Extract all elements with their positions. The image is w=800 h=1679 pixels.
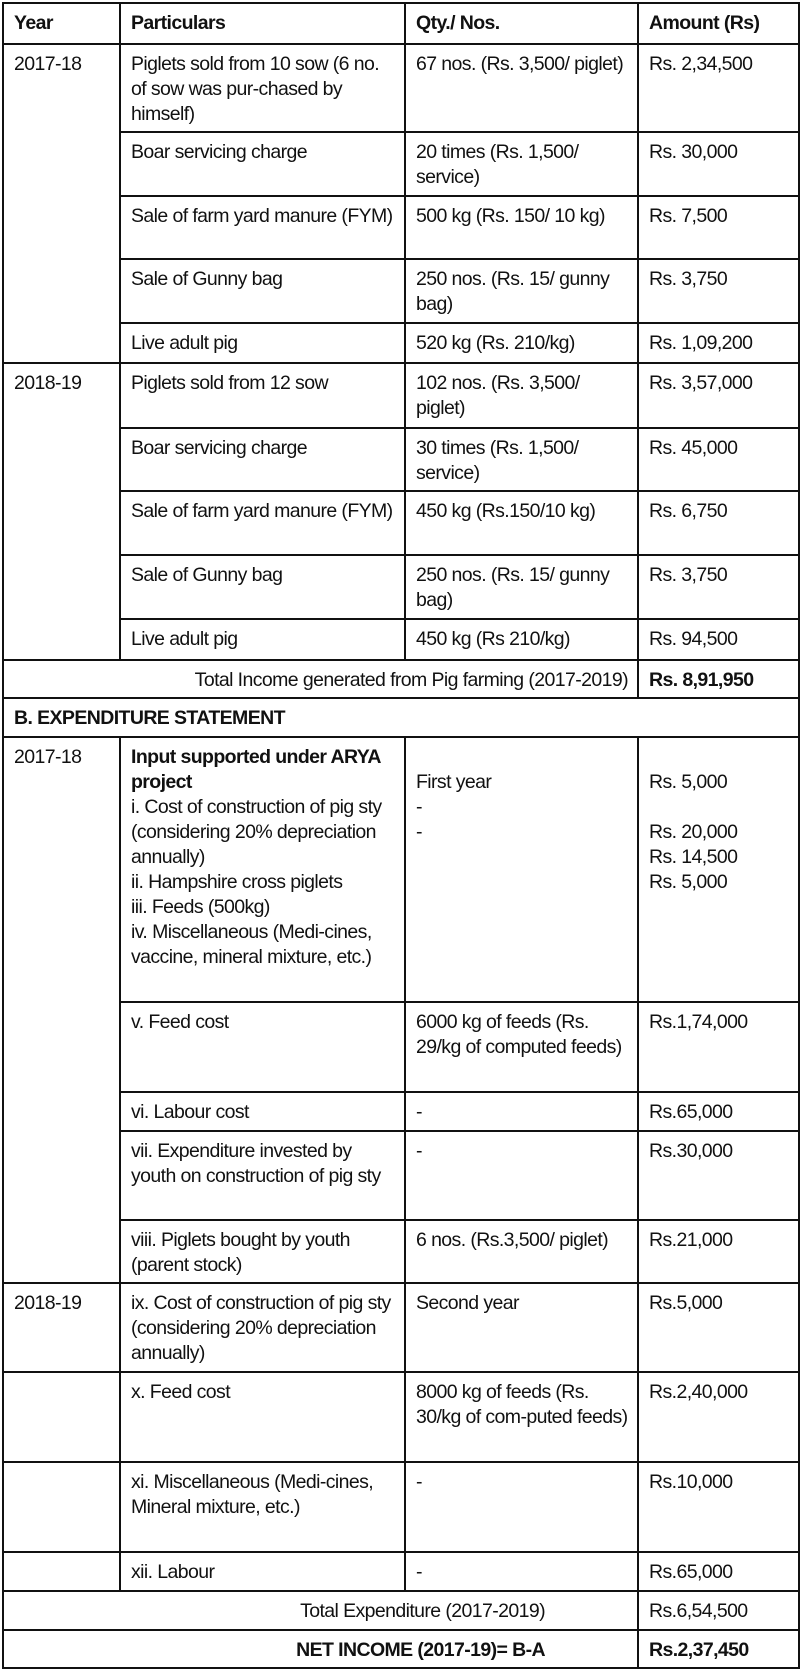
arya-qty-line: - (416, 796, 422, 818)
qty-cell: 450 kg (Rs.150/10 kg) (405, 491, 638, 555)
qty-cell: 520 kg (Rs. 210/kg) (405, 323, 638, 363)
amount-cell: Rs.5,000 (638, 1283, 799, 1372)
qty-cell: 102 nos. (Rs. 3,500/ piglet) (405, 363, 638, 428)
table-row (3, 259, 799, 323)
table-row (3, 1552, 799, 1591)
year-cell: 2018-19 (3, 1283, 120, 1372)
particulars-cell: Boar servicing charge (120, 132, 405, 196)
particulars-cell: viii. Piglets bought by youth (parent stock) (120, 1220, 405, 1283)
arya-qty-line: - (416, 821, 422, 843)
amount-cell: Rs. 45,000 (638, 428, 799, 491)
qty-cell: - (405, 1092, 638, 1131)
amount-cell: Rs.21,000 (638, 1220, 799, 1283)
particulars-cell: Piglets sold from 12 sow (120, 363, 405, 428)
table-row (3, 1002, 799, 1092)
qty-cell: 8000 kg of feeds (Rs. 30/kg of com-puted feeds) (405, 1372, 638, 1462)
arya-qty-line: First year (416, 771, 492, 793)
qty-cell: 67 nos. (Rs. 3,500/ piglet) (405, 44, 638, 132)
qty-cell: 6000 kg of feeds (Rs. 29/kg of computed feeds) (405, 1002, 638, 1092)
particulars-cell: Sale of Gunny bag (120, 259, 405, 323)
particulars-cell: xii. Labour (120, 1552, 405, 1591)
qty-cell: 20 times (Rs. 1,500/ service) (405, 132, 638, 196)
table-row (3, 1092, 799, 1131)
arya-qty-cell (405, 737, 638, 1002)
total-income-label: Total Income generated from Pig farming (2017-2019) (3, 660, 638, 698)
table-row (3, 196, 799, 259)
amount-cell: Rs. 7,500 (638, 196, 799, 259)
qty-cell: - (405, 1462, 638, 1552)
arya-amount-line: Rs. 5,000 (649, 871, 728, 893)
table-row (3, 1372, 799, 1462)
qty-cell: Second year (405, 1283, 638, 1372)
expenditure-section-title: B. EXPENDITURE STATEMENT (3, 698, 799, 737)
particulars-cell: Live adult pig (120, 323, 405, 363)
amount-cell: Rs. 2,34,500 (638, 44, 799, 132)
particulars-cell: vii. Expenditure invested by youth on construction of pig sty (120, 1131, 405, 1220)
table-row (3, 555, 799, 619)
header-amount: Amount (Rs) (638, 3, 799, 44)
table-row (3, 737, 799, 1002)
table-row (3, 491, 799, 555)
total-expenditure-row (3, 1591, 799, 1630)
amount-cell: Rs. 6,750 (638, 491, 799, 555)
particulars-cell: vi. Labour cost (120, 1092, 405, 1131)
particulars-cell: x. Feed cost (120, 1372, 405, 1462)
total-expenditure-amount: Rs.6,54,500 (638, 1591, 799, 1630)
particulars-cell: Live adult pig (120, 619, 405, 660)
arya-particulars-cell (120, 737, 405, 1002)
section-header-row (3, 698, 799, 737)
header-qty: Qty./ Nos. (405, 3, 638, 44)
net-income-row (3, 1630, 799, 1668)
total-income-row (3, 660, 799, 698)
total-income-amount: Rs. 8,91,950 (638, 660, 799, 698)
particulars-cell: ix. Cost of construction of pig sty (considering 20% depreciation annually) (120, 1283, 405, 1372)
particulars-cell: Piglets sold from 10 sow (6 no. of sow was pur-chased by himself) (120, 44, 405, 132)
qty-cell: - (405, 1552, 638, 1591)
arya-item: ii. Hampshire cross piglets (131, 871, 343, 893)
particulars-cell: Boar servicing charge (120, 428, 405, 491)
amount-cell: Rs. 30,000 (638, 132, 799, 196)
qty-cell: 500 kg (Rs. 150/ 10 kg) (405, 196, 638, 259)
arya-amount-line (649, 795, 789, 820)
net-income-amount: Rs.2,37,450 (638, 1630, 799, 1668)
table-row (3, 44, 799, 132)
table-header-row (3, 3, 799, 44)
arya-item: iii. Feeds (500kg) (131, 896, 270, 918)
arya-amount-cell (638, 737, 799, 1002)
qty-cell: - (405, 1131, 638, 1220)
amount-cell: Rs.65,000 (638, 1552, 799, 1591)
year-cell: 2018-19 (3, 363, 120, 660)
arya-heading: Input supported under ARYA project (131, 746, 381, 793)
table-row (3, 428, 799, 491)
table-row (3, 323, 799, 363)
amount-cell: Rs.10,000 (638, 1462, 799, 1552)
arya-amount-line: Rs. 20,000 (649, 821, 738, 843)
amount-cell: Rs. 3,750 (638, 259, 799, 323)
income-expenditure-table (2, 2, 800, 1669)
amount-cell: Rs.65,000 (638, 1092, 799, 1131)
table-row (3, 619, 799, 660)
header-particulars: Particulars (120, 3, 405, 44)
amount-cell: Rs.2,40,000 (638, 1372, 799, 1462)
qty-cell: 450 kg (Rs 210/kg) (405, 619, 638, 660)
amount-cell: Rs. 1,09,200 (638, 323, 799, 363)
particulars-cell: Sale of farm yard manure (FYM) (120, 196, 405, 259)
year-cell (3, 1552, 120, 1591)
qty-cell: 250 nos. (Rs. 15/ gunny bag) (405, 259, 638, 323)
table-row (3, 1283, 799, 1372)
arya-item: i. Cost of construction of pig sty (considering 20% depreciation annually) (131, 796, 382, 868)
total-expenditure-label: Total Expenditure (2017-2019) (3, 1591, 638, 1630)
year-cell: 2017-18 (3, 44, 120, 363)
header-year: Year (3, 3, 120, 44)
qty-cell: 6 nos. (Rs.3,500/ piglet) (405, 1220, 638, 1283)
year-cell: 2017-18 (3, 737, 120, 1283)
particulars-cell: Sale of Gunny bag (120, 555, 405, 619)
table-row (3, 1131, 799, 1220)
particulars-cell: v. Feed cost (120, 1002, 405, 1092)
particulars-cell: xi. Miscellaneous (Medi-cines, Mineral mixture, etc.) (120, 1462, 405, 1552)
table-row (3, 1462, 799, 1552)
arya-amount-line: Rs. 14,500 (649, 846, 738, 868)
table-row (3, 363, 799, 428)
table-row (3, 132, 799, 196)
amount-cell: Rs. 94,500 (638, 619, 799, 660)
net-income-label: NET INCOME (2017-19)= B-A (3, 1630, 638, 1668)
amount-cell: Rs. 3,750 (638, 555, 799, 619)
arya-amount-line: Rs. 5,000 (649, 771, 728, 793)
amount-cell: Rs. 3,57,000 (638, 363, 799, 428)
particulars-cell: Sale of farm yard manure (FYM) (120, 491, 405, 555)
arya-item: iv. Miscellaneous (Medi-cines, vaccine, mineral mixture, etc.) (131, 921, 372, 968)
year-cell (3, 1372, 120, 1462)
amount-cell: Rs.1,74,000 (638, 1002, 799, 1092)
table-row (3, 1220, 799, 1283)
qty-cell: 30 times (Rs. 1,500/ service) (405, 428, 638, 491)
qty-cell: 250 nos. (Rs. 15/ gunny bag) (405, 555, 638, 619)
year-cell (3, 1462, 120, 1552)
amount-cell: Rs.30,000 (638, 1131, 799, 1220)
